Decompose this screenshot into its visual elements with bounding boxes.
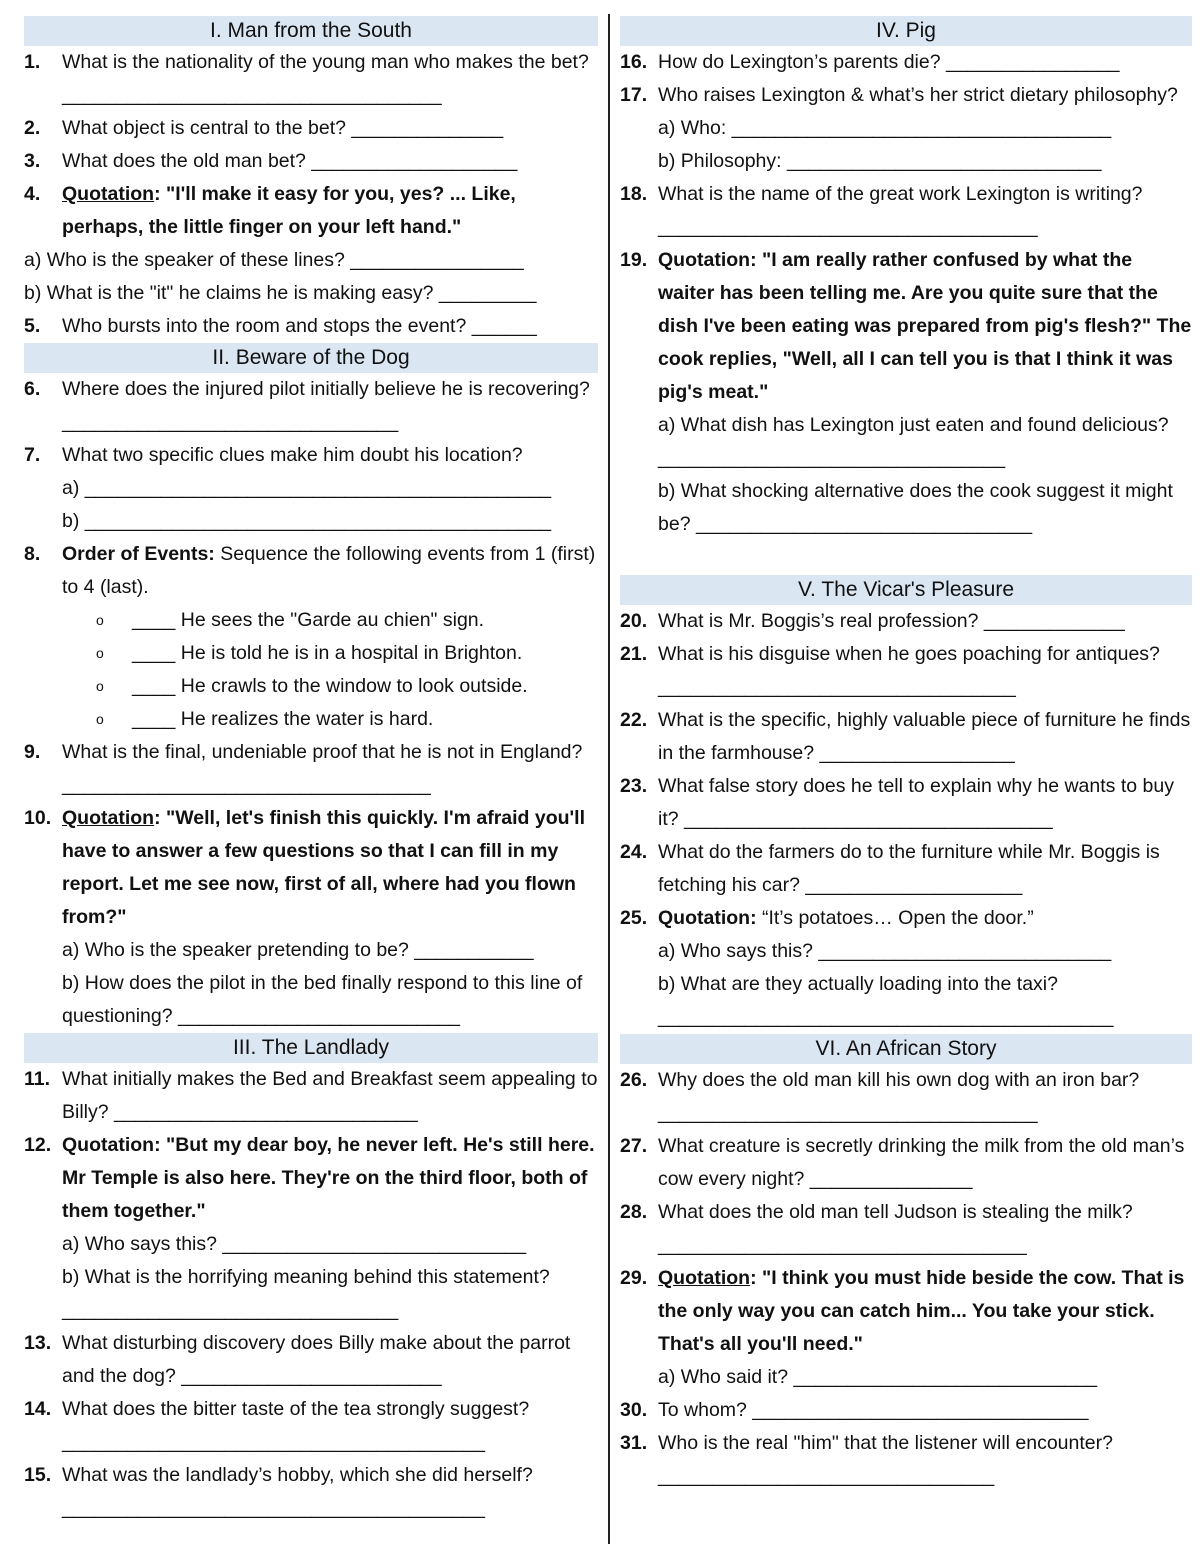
- question-12a: a) Who says this? ____________________________: [62, 1233, 527, 1255]
- spacer: [620, 541, 1192, 575]
- question-7b: b) ___________________________________________: [62, 510, 552, 532]
- question-17a: a) Who: ___________________________________: [658, 117, 1112, 139]
- question-29: 29. Quotation: "I think you must hide beside the cow. That is the only way you can catch him... You take your stick. That's all you'll need.": [620, 1267, 1185, 1355]
- question-10b: b) How does the pilot in the bed finally respond to this line of questioning? __________________________: [62, 972, 583, 1027]
- question-8: 8. Order of Events: Sequence the following events from 1 (first) to 4 (last).: [24, 543, 596, 598]
- question-16: 16. How do Lexington’s parents die? ________________: [620, 51, 1120, 73]
- left-column: [24, 16, 598, 1525]
- question-2: 2. What object is central to the bet? ______________: [24, 117, 504, 139]
- event-item: o ____ He sees the "Garde au chien" sign.: [96, 604, 598, 637]
- bullet-icon: o: [96, 711, 104, 727]
- question-12: 12. Quotation: "But my dear boy, he never left. He's still here. Mr Temple is also here. They're on the third floor, both of them together.": [24, 1134, 595, 1222]
- question-31: 31. Who is the real "him" that the listener will encounter?: [620, 1432, 1113, 1454]
- section-title: I. Man from the South: [24, 16, 598, 46]
- question-4: 4. Quotation: "I'll make it easy for you, yes? ... Like, perhaps, the little finger on your left hand.": [24, 183, 516, 238]
- question-1: 1. What is the nationality of the young man who makes the bet? ___________________________________: [24, 51, 589, 106]
- question-4b: b) What is the "it" he claims he is making easy? _________: [24, 282, 537, 304]
- section-title: VI. An African Story: [620, 1034, 1192, 1064]
- question-20: 20. What is Mr. Boggis’s real profession? _____________: [620, 610, 1125, 632]
- bullet-icon: o: [96, 678, 104, 694]
- question-10a: a) Who is the speaker pretending to be? ___________: [62, 939, 534, 961]
- question-19a: a) What dish has Lexington just eaten and found delicious? ________________________________: [658, 414, 1169, 469]
- event-list: [24, 604, 598, 736]
- answer-line: __________________________________: [658, 1234, 1027, 1256]
- section-title: II. Beware of the Dog: [24, 343, 598, 373]
- column-divider: [608, 14, 610, 1544]
- question-19b: b) What shocking alternative does the cook suggest it might be? _______________________________: [658, 480, 1173, 535]
- question-22: 22. What is the specific, highly valuable piece of furniture he finds in the farmhouse? __________________: [620, 709, 1191, 764]
- bullet-icon: o: [96, 645, 104, 661]
- question-30: 30. To whom? _______________________________: [620, 1399, 1089, 1421]
- question-21: 21. What is his disguise when he goes poaching for antiques? _________________________________: [620, 643, 1160, 698]
- answer-line: _______________________________: [658, 1465, 995, 1487]
- question-18: 18. What is the name of the great work Lexington is writing? ___________________________________: [620, 183, 1143, 238]
- question-28: 28. What does the old man tell Judson is stealing the milk?: [620, 1201, 1133, 1223]
- question-25b: b) What are they actually loading into the taxi?: [658, 973, 1058, 995]
- question-23: 23. What false story does he tell to explain why he wants to buy it? __________________________________: [620, 775, 1174, 830]
- question-7a: a) ___________________________________________: [62, 477, 552, 499]
- question-24: 24. What do the farmers do to the furniture while Mr. Boggis is fetching his car? ____________________: [620, 841, 1160, 896]
- question-5: 5. Who bursts into the room and stops the event? ______: [24, 315, 537, 337]
- answer-line: __________________________________________: [658, 1006, 1114, 1028]
- question-25a: a) Who says this? ___________________________: [658, 940, 1112, 962]
- question-26: 26. Why does the old man kill his own dog with an iron bar? ___________________________________: [620, 1069, 1140, 1124]
- question-29a: a) Who said it? ____________________________: [658, 1366, 1098, 1388]
- question-9: 9. What is the final, undeniable proof that he is not in England? __________________________________: [24, 741, 583, 796]
- question-10: 10. Quotation: "Well, let's finish this quickly. I'm afraid you'll have to answer a few questions so that I can fill in my report. Let me see now, first of all, where had you flown from?": [24, 807, 586, 928]
- question-19: 19. Quotation: "I am really rather confused by what the waiter has been telling me. Are you quite sure that the dish I've been eating was prepared from pig's flesh?" The cook replies, "Well, all I can tell you is that I think it was pig's meat.": [620, 249, 1192, 403]
- question-25: 25. Quotation: “It’s potatoes… Open the door.”: [620, 907, 1034, 929]
- question-27: 27. What creature is secretly drinking the milk from the old man’s cow every night? _______________: [620, 1135, 1185, 1190]
- question-14: 14. What does the bitter taste of the tea strongly suggest?: [24, 1398, 530, 1420]
- section-title: IV. Pig: [620, 16, 1192, 46]
- bullet-icon: o: [96, 612, 104, 628]
- answer-line: _______________________________________: [62, 1497, 485, 1519]
- question-7: 7. What two specific clues make him doubt his location?: [24, 444, 523, 466]
- question-17b: b) Philosophy: _____________________________: [658, 150, 1102, 172]
- question-4a: a) Who is the speaker of these lines? ________________: [24, 249, 524, 271]
- event-item: o ____ He is told he is in a hospital in Brighton.: [96, 637, 598, 670]
- section-title: V. The Vicar's Pleasure: [620, 575, 1192, 605]
- right-column: [620, 16, 1192, 1493]
- answer-line: _______________________________________: [62, 1431, 485, 1453]
- section-title: III. The Landlady: [24, 1033, 598, 1063]
- question-3: 3. What does the old man bet? ___________________: [24, 150, 518, 172]
- question-17: 17. Who raises Lexington & what’s her strict dietary philosophy?: [620, 84, 1178, 106]
- question-15: 15. What was the landlady’s hobby, which she did herself?: [24, 1464, 533, 1486]
- event-item: o ____ He crawls to the window to look outside.: [96, 670, 598, 703]
- event-item: o ____ He realizes the water is hard.: [96, 703, 598, 736]
- question-12b: b) What is the horrifying meaning behind this statement? _______________________________: [62, 1266, 550, 1321]
- question-11: 11. What initially makes the Bed and Breakfast seem appealing to Billy? ____________________________: [24, 1068, 598, 1123]
- question-13: 13. What disturbing discovery does Billy make about the parrot and the dog? ________________________: [24, 1332, 571, 1387]
- question-6: 6. Where does the injured pilot initially believe he is recovering? _______________________________: [24, 378, 590, 433]
